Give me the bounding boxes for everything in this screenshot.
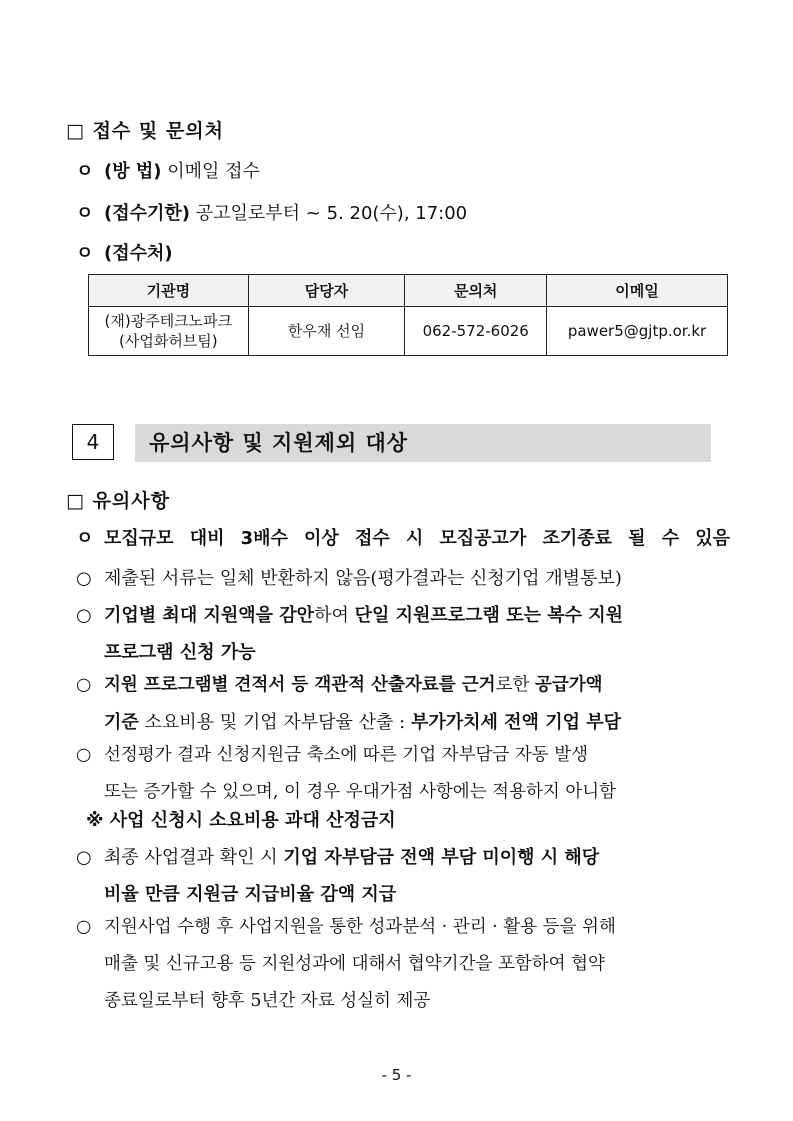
note-4-normal-1: 로한 xyxy=(495,675,535,695)
header-person: 담당자 xyxy=(248,275,405,307)
deadline-label: (접수기한) xyxy=(104,203,191,224)
note-item-4 xyxy=(76,667,730,741)
section-number: 4 xyxy=(72,424,114,460)
note-4-line2-normal: 소요비용 및 기업 자부담율 산출 : xyxy=(138,712,411,733)
note-4-bold-2: 공급가액 xyxy=(534,675,603,695)
header-org: 기관명 xyxy=(89,275,249,307)
header-email: 이메일 xyxy=(547,275,728,307)
email-cell[interactable]: pawer5@gjtp.or.kr xyxy=(547,307,728,356)
note-item-5 xyxy=(76,737,730,811)
note-6-normal: 최종 사업결과 확인 시 xyxy=(104,847,284,868)
receiver-label: (접수처) xyxy=(104,243,173,264)
bullet-mark: ○ xyxy=(76,917,92,937)
note-item-1 xyxy=(76,520,730,557)
note-3-bold-2: 단일 지원프로그램 또는 복수 지원 xyxy=(354,605,624,626)
note-1-text: 모집규모 대비 3배수 이상 접수 시 모집공고가 조기종료 될 수 있음 xyxy=(104,528,730,549)
phone-cell: 062-572-6026 xyxy=(405,307,547,356)
note-6-line-2: 비율 만큼 지원금 지급비율 감액 지급 xyxy=(104,884,397,905)
note-5-line-2: 또는 증가할 수 있으며, 이 경우 우대가점 사항에는 적용하지 아니함 xyxy=(104,782,617,802)
note-6-bold: 기업 자부담금 전액 부담 미이행 시 해당 xyxy=(283,847,600,868)
table-row xyxy=(89,307,728,356)
note-item-2 xyxy=(76,560,730,597)
bullet-mark: ○ xyxy=(76,745,92,765)
method-item xyxy=(76,157,260,183)
bullet-mark: ○ xyxy=(76,675,92,695)
note-3-normal-1: 하여 xyxy=(314,605,355,626)
method-label: (방 법) xyxy=(104,161,162,182)
special-note: ※ 사업 신청시 소요비용 과대 산정금지 xyxy=(86,810,396,831)
note-4-bold-1: 지원 프로그램별 견적서 등 객관적 산출자료를 근거 xyxy=(104,675,496,695)
page-number: - 5 - xyxy=(381,1066,412,1084)
bullet-mark: ○ xyxy=(76,605,92,626)
bullet-mark: ㅇ xyxy=(76,243,94,264)
notes-heading: □ 유의사항 xyxy=(66,490,170,512)
bullet-mark: ○ xyxy=(76,847,92,868)
note-3-line-2: 프로그램 신청 가능 xyxy=(104,642,256,663)
section-title: 유의사항 및 지원제외 대상 xyxy=(135,424,711,462)
deadline-item xyxy=(76,199,467,225)
org-name: (재)광주테크노파크 xyxy=(104,312,233,330)
org-cell xyxy=(89,307,249,356)
note-4-line2-bold-1: 기준 xyxy=(104,712,139,733)
bullet-mark: ㅇ xyxy=(76,528,94,549)
bullet-mark: ㅇ xyxy=(76,161,94,182)
note-item-3 xyxy=(76,597,730,671)
note-7-line-3: 종료일로부터 향후 5년간 자료 성실히 제공 xyxy=(104,991,431,1011)
person-cell: 한우재 선임 xyxy=(248,307,405,356)
note-item-7 xyxy=(76,909,730,1020)
deadline-text: 공고일로부터 ~ 5. 20(수), 17:00 xyxy=(190,203,468,224)
header-contact: 문의처 xyxy=(405,275,547,307)
contact-table xyxy=(88,274,728,356)
note-3-bold-1: 기업별 최대 지원액을 감안 xyxy=(104,605,315,626)
note-7-line-2: 매출 및 신규고용 등 지원성과에 대해서 협약기간을 포함하여 협약 xyxy=(104,954,605,974)
note-2-text: 제출된 서류는 일체 반환하지 않음(평가결과는 신청기업 개별통보) xyxy=(104,568,622,589)
org-team: (사업화허브팀) xyxy=(119,332,218,350)
receiver-item xyxy=(76,239,173,265)
method-text: 이메일 접수 xyxy=(161,161,260,182)
note-4-line2-bold-2: 부가가치세 전액 기업 부담 xyxy=(410,712,622,733)
note-5-line-1: 선정평가 결과 신청지원금 축소에 따른 기업 자부담금 자동 발생 xyxy=(104,745,589,765)
contact-section-heading: □ 접수 및 문의처 xyxy=(66,120,224,142)
bullet-mark: ○ xyxy=(76,568,92,589)
note-7-line-1: 지원사업 수행 후 사업지원을 통한 성과분석 · 관리 · 활용 등을 위해 xyxy=(104,917,616,937)
note-item-6 xyxy=(76,839,730,913)
table-header-row xyxy=(89,275,728,307)
bullet-mark: ㅇ xyxy=(76,203,94,224)
